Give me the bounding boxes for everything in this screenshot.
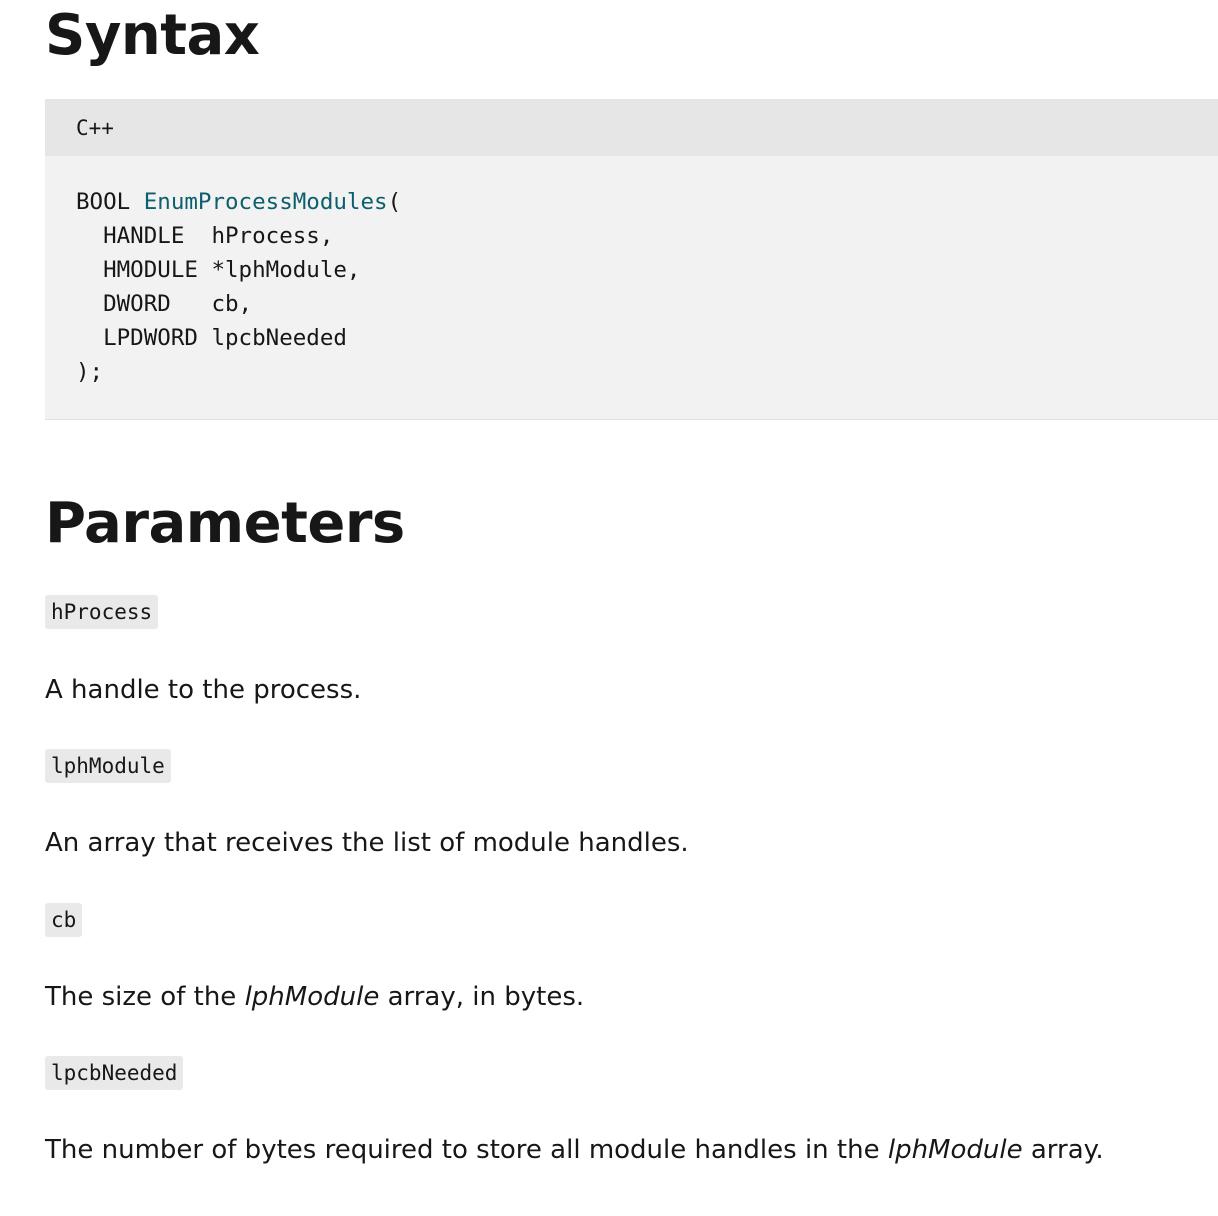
description-emphasis: lphModule bbox=[244, 982, 380, 1012]
param-description-lphmodule: An array that receives the list of module handles. bbox=[45, 828, 689, 858]
parameters-heading: Parameters bbox=[45, 491, 405, 556]
description-emphasis: lphModule bbox=[887, 1135, 1023, 1165]
document-page bbox=[45, 0, 1218, 1216]
description-text: The size of the bbox=[45, 982, 245, 1012]
description-text: array, in bytes. bbox=[379, 982, 585, 1012]
param-name-lpcbneeded: lpcbNeeded bbox=[45, 1056, 183, 1090]
code-function-name: EnumProcessModules bbox=[143, 189, 388, 215]
code-snippet bbox=[76, 185, 401, 389]
code-header bbox=[45, 99, 1218, 156]
code-parameters: HANDLE hProcess, HMODULE *lphModule, DWORD cb, LPDWORD lpcbNeeded ); bbox=[76, 223, 361, 385]
code-return-type: BOOL bbox=[76, 189, 144, 215]
param-name-lphmodule: lphModule bbox=[45, 749, 171, 783]
description-text: array. bbox=[1022, 1135, 1104, 1165]
code-open-paren: ( bbox=[387, 189, 402, 215]
syntax-heading: Syntax bbox=[45, 3, 260, 68]
code-block bbox=[45, 99, 1218, 420]
param-name-hprocess: hProcess bbox=[45, 595, 158, 629]
description-text: The number of bytes required to store all module handles in the bbox=[45, 1135, 888, 1165]
param-description-lpcbneeded bbox=[45, 1133, 1104, 1167]
param-description-hprocess: A handle to the process. bbox=[45, 675, 362, 705]
param-name-cb: cb bbox=[45, 903, 82, 937]
param-description-cb bbox=[45, 980, 584, 1014]
code-language-label: C++ bbox=[76, 115, 114, 140]
